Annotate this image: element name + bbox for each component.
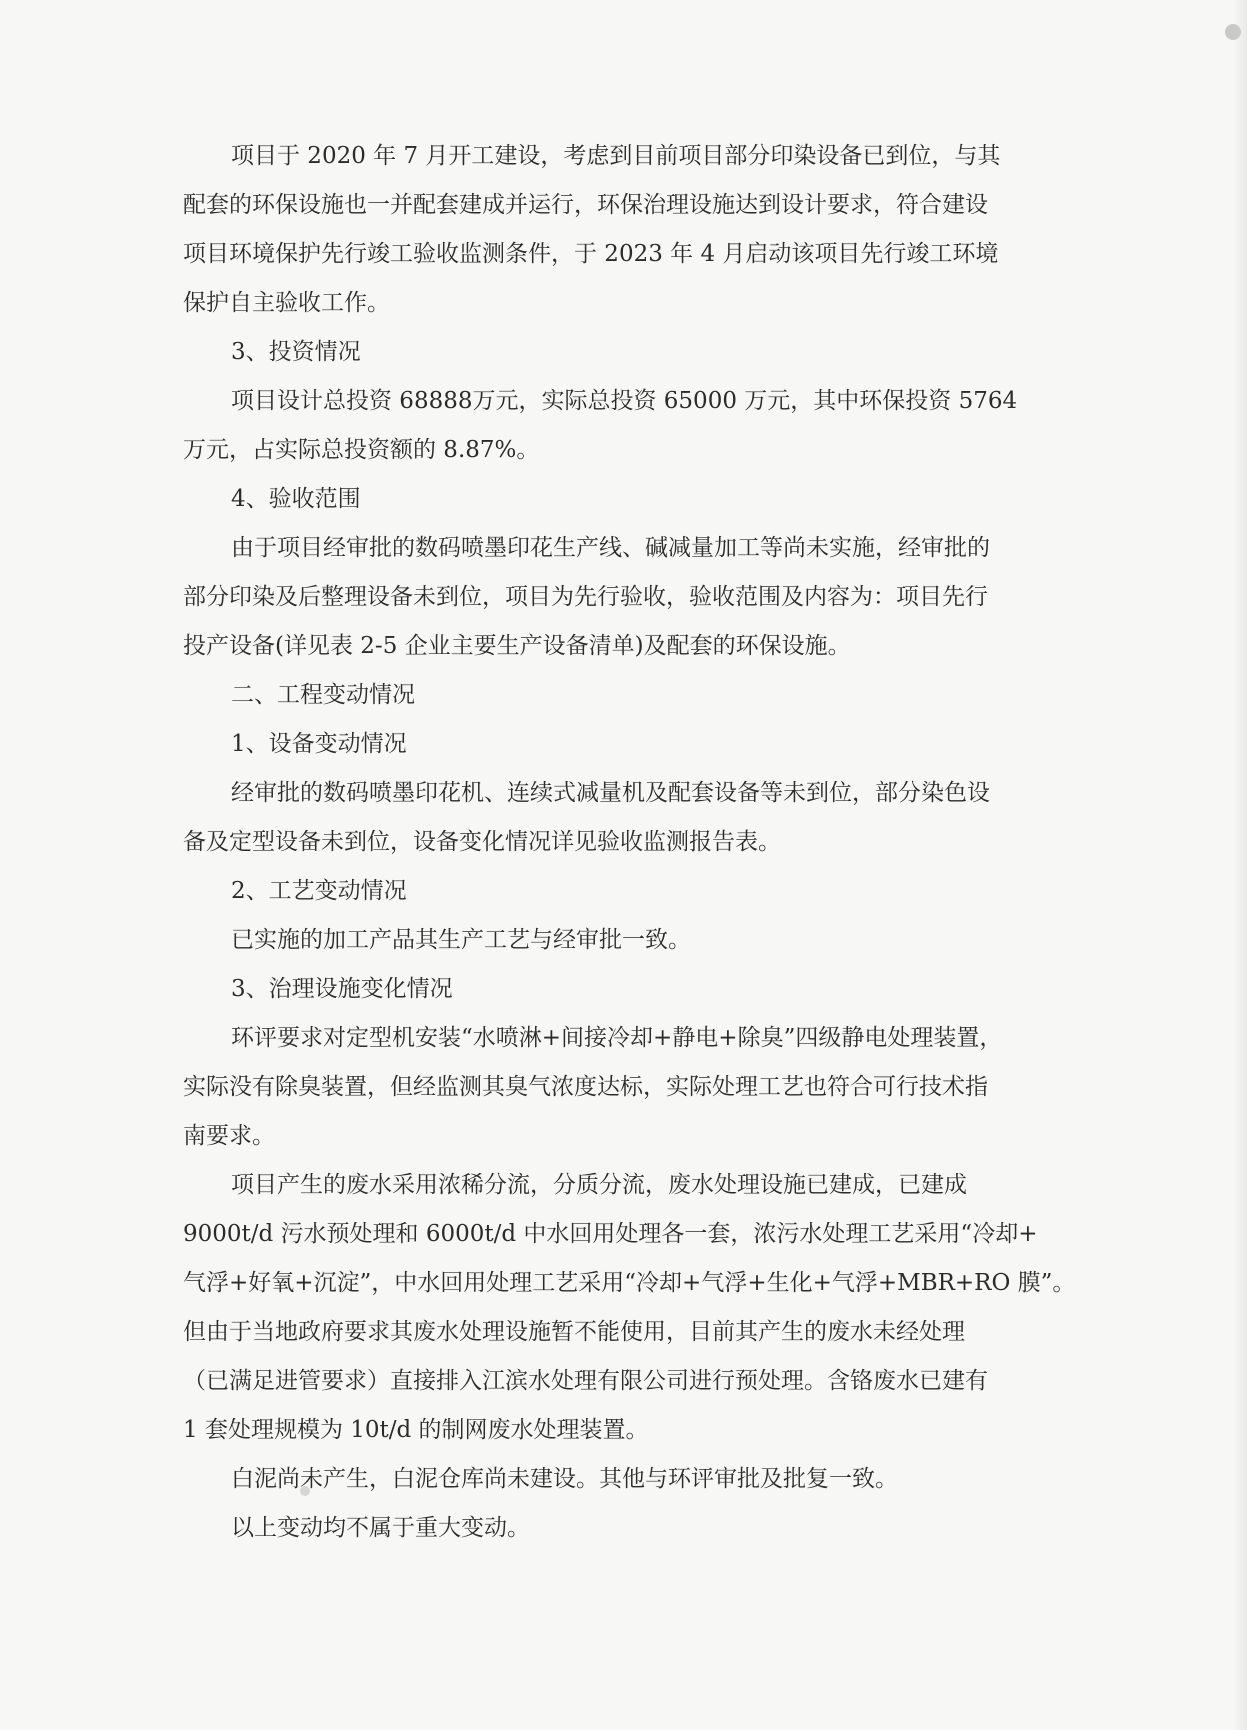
document-body <box>183 132 1076 1553</box>
chapter-heading: 二、工程变动情况 <box>231 682 415 708</box>
paragraph-line: 气浮+好氧+沉淀”，中水回用处理工艺采用“冷却+气浮+生化+气浮+MBR+RO 膜”。 <box>183 1270 1076 1296</box>
paragraph-line: 9000t/d 污水预处理和 6000t/d 中水回用处理各一套，浓污水处理工艺采用“冷却+ <box>183 1221 1038 1247</box>
paragraph-line: 白泥尚未产生，白泥仓库尚未建设。其他与环评审批及批复一致。 <box>231 1466 898 1492</box>
section-heading: 3、治理设施变化情况 <box>231 976 453 1002</box>
paragraph-line: 南要求。 <box>183 1123 275 1149</box>
paragraph-line: 实际没有除臭装置，但经监测其臭气浓度达标，实际处理工艺也符合可行技术指 <box>183 1074 988 1100</box>
paragraph-line: 项目产生的废水采用浓稀分流，分质分流，废水处理设施已建成，已建成 <box>231 1172 967 1198</box>
section-heading: 4、验收范围 <box>231 486 361 512</box>
section-heading: 2、工艺变动情况 <box>231 878 407 904</box>
paragraph-line: 保护自主验收工作。 <box>183 290 390 316</box>
scan-edge-shadow <box>1233 0 1247 1730</box>
paragraph-line: 项目环境保护先行竣工验收监测条件，于 2023 年 4 月启动该项目先行竣工环境 <box>183 241 999 267</box>
paragraph-line: 项目设计总投资 68888万元，实际总投资 65000 万元，其中环保投资 5764 <box>231 388 1018 414</box>
paragraph-line: 但由于当地政府要求其废水处理设施暂不能使用，目前其产生的废水未经处理 <box>183 1319 965 1345</box>
paragraph-line: 以上变动均不属于重大变动。 <box>231 1515 530 1541</box>
paragraph-line: 已实施的加工产品其生产工艺与经审批一致。 <box>231 927 691 953</box>
section-heading: 1、设备变动情况 <box>231 731 407 757</box>
paragraph-line: 投产设备(详见表 2-5 企业主要生产设备清单)及配套的环保设施。 <box>183 633 851 659</box>
paragraph-line: 部分印染及后整理设备未到位，项目为先行验收，验收范围及内容为：项目先行 <box>183 584 988 610</box>
paragraph-line: 环评要求对定型机安装“水喷淋+间接冷却+静电+除臭”四级静电处理装置， <box>231 1025 1003 1051</box>
scan-smudge <box>1225 24 1241 40</box>
paragraph-line: 配套的环保设施也一并配套建成并运行，环保治理设施达到设计要求，符合建设 <box>183 192 988 218</box>
paragraph-line: （已满足进管要求）直接排入江滨水处理有限公司进行预处理。含铬废水已建有 <box>183 1368 988 1394</box>
paragraph-line: 项目于 2020 年 7 月开工建设，考虑到目前项目部分印染设备已到位，与其 <box>231 143 1001 169</box>
paragraph-line: 经审批的数码喷墨印花机、连续式减量机及配套设备等未到位，部分染色设 <box>231 780 990 806</box>
paragraph-line: 备及定型设备未到位，设备变化情况详见验收监测报告表。 <box>183 829 781 855</box>
paragraph-line: 由于项目经审批的数码喷墨印花生产线、碱减量加工等尚未实施，经审批的 <box>231 535 990 561</box>
paragraph-line: 1 套处理规模为 10t/d 的制网废水处理装置。 <box>183 1417 649 1443</box>
section-heading: 3、投资情况 <box>231 339 361 365</box>
paragraph-line: 万元，占实际总投资额的 8.87%。 <box>183 437 540 463</box>
